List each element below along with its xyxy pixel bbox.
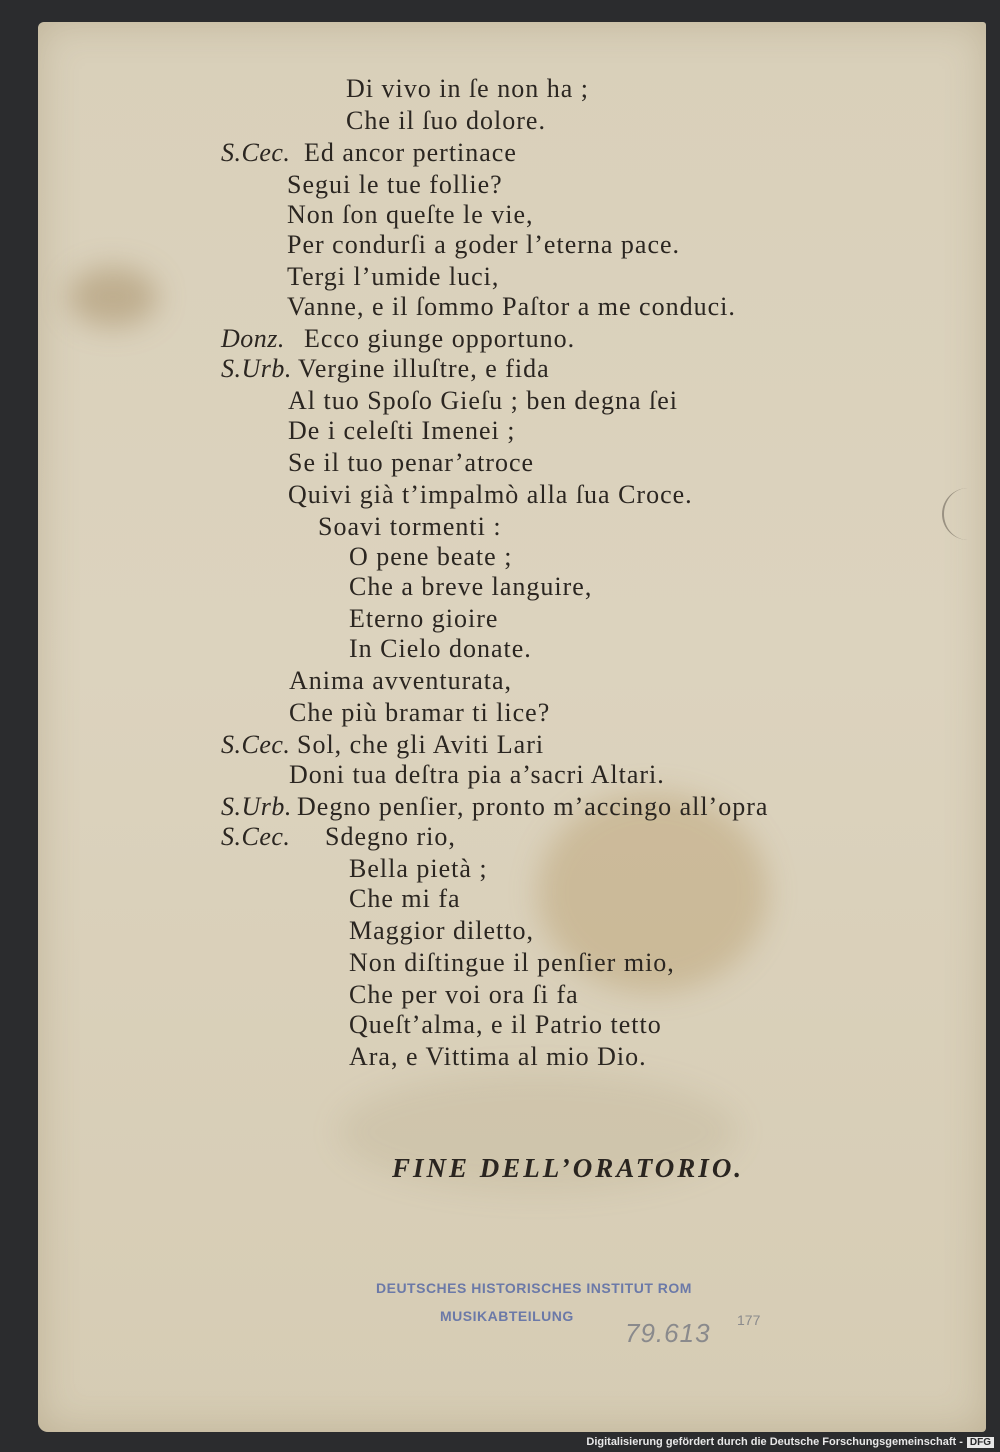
speaker-label: S.Cec.	[221, 822, 291, 851]
speaker-label: Donz.	[221, 324, 285, 353]
digitization-footer	[0, 1436, 1000, 1452]
verse-text: De i celeſti Imenei ;	[288, 416, 516, 445]
speaker-label: S.Urb.	[221, 354, 292, 383]
footer-text: Digitalisierung gefördert durch die Deutsche Forschungsgemeinschaft -	[586, 1436, 963, 1448]
verse-text: Eterno gioire	[349, 604, 499, 633]
verse-text: Non diſtingue il penſier mio,	[349, 948, 675, 977]
verse-text: Ara, e Vittima al mio Dio.	[349, 1042, 647, 1071]
verse-text: Queſt’alma, e il Patrio tetto	[349, 1010, 662, 1039]
dfg-logo: DFG	[967, 1437, 994, 1448]
verse-text: Sdegno rio,	[325, 822, 456, 851]
verse-text: Che per voi ora ſi fa	[349, 980, 579, 1009]
verse-text: Bella pietà ;	[349, 854, 488, 883]
verse-text: Degno penſier, pronto m’accingo all’opra	[297, 792, 769, 821]
verse-text: Doni tua deſtra pia a’sacri Altari.	[289, 760, 665, 789]
verse-text: Anima avventurata,	[289, 666, 513, 695]
library-stamp-line2: MUSIKABTEILUNG	[440, 1308, 574, 1324]
verse-text: Sol, che gli Aviti Lari	[297, 730, 545, 759]
verse-text: In Cielo donate.	[349, 634, 532, 663]
verse-text: Soavi tormenti :	[318, 512, 502, 541]
shelfmark: 79.613	[625, 1318, 711, 1348]
verse-text: Al tuo Spoſo Gieſu ; ben degna ſei	[288, 386, 679, 415]
verse-text: Che il ſuo dolore.	[346, 106, 546, 135]
verse-text: Maggior diletto,	[349, 916, 534, 945]
folio-number: 177	[737, 1312, 761, 1328]
verse-text: Non ſon queſte le vie,	[287, 200, 534, 229]
verse-text: Per condurſi a goder l’eterna pace.	[287, 230, 681, 259]
end-title: FINE DELL’ORATORIO.	[392, 1153, 745, 1183]
verse-text: Se il tuo penar’atroce	[288, 448, 535, 477]
verse-text: Ecco giunge opportuno.	[304, 324, 576, 353]
verse-text: O pene beate ;	[349, 542, 513, 571]
verse-text: Che mi fa	[349, 884, 461, 913]
verse-text: Quivi già t’impalmò alla ſua Croce.	[288, 480, 693, 509]
verse-text: Segui le tue follie?	[287, 170, 503, 199]
verse-text: Vanne, e il ſommo Paſtor a me conduci.	[287, 292, 736, 321]
speaker-label: S.Cec.	[221, 730, 291, 759]
verse-text: Tergi l’umide luci,	[287, 262, 500, 291]
verse-text: Ed ancor pertinace	[304, 138, 517, 167]
edge-stain	[68, 267, 158, 327]
library-stamp-line1: DEUTSCHES HISTORISCHES INSTITUT ROM	[376, 1280, 692, 1296]
verse-text: Di vivo in ſe non ha ;	[346, 74, 589, 103]
verse-text: Che più bramar ti lice?	[289, 698, 551, 727]
verse-text: Vergine illuſtre, e fida	[298, 354, 550, 383]
verse-text: Che a breve languire,	[349, 572, 593, 601]
speaker-label: S.Urb.	[221, 792, 292, 821]
speaker-label: S.Cec.	[221, 138, 291, 167]
